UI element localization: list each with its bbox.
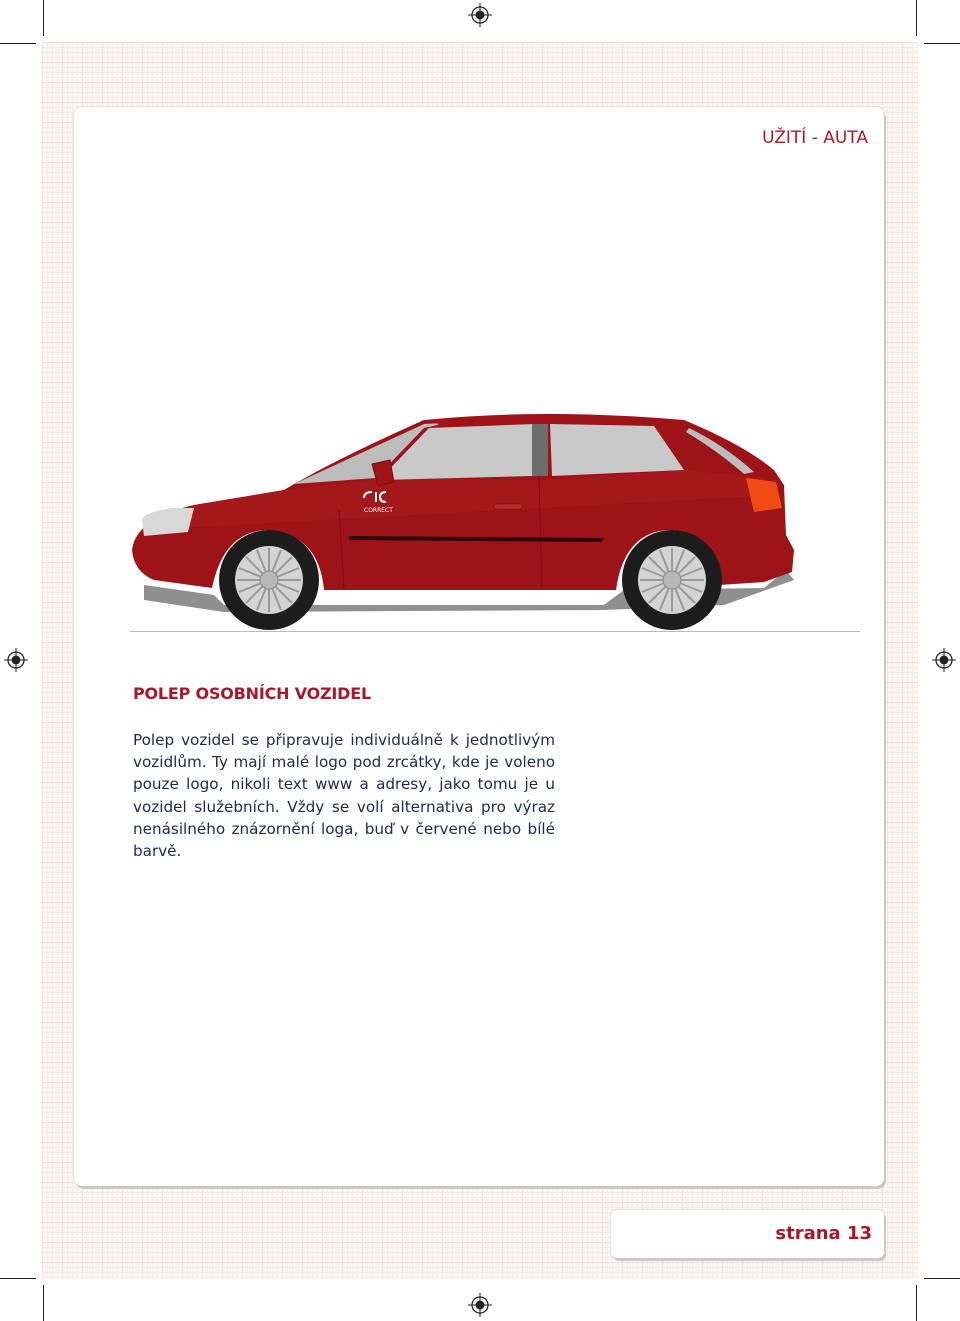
- section-title: POLEP OSOBNÍCH VOZIDEL: [133, 684, 371, 703]
- car-illustration: [124, 400, 864, 640]
- content-panel: [74, 107, 884, 1186]
- ground-line: [130, 631, 860, 632]
- registration-mark-icon: [4, 648, 28, 672]
- registration-mark-icon: [932, 648, 956, 672]
- decal-logo-text: CORRECT: [364, 507, 393, 514]
- crop-mark: [924, 43, 960, 44]
- section-label: UŽITÍ - AUTA: [762, 128, 868, 148]
- crop-mark: [43, 1285, 44, 1321]
- page-number: strana 13: [775, 1223, 872, 1244]
- crop-mark: [0, 43, 36, 44]
- rear-wheel-icon: [622, 530, 722, 630]
- car-icon: [124, 400, 864, 640]
- crop-mark: [916, 0, 917, 36]
- front-wheel-icon: [219, 530, 319, 630]
- registration-mark-icon: [468, 3, 492, 27]
- crop-mark: [0, 1278, 36, 1279]
- registration-mark-icon: [468, 1293, 492, 1317]
- crop-mark: [43, 0, 44, 36]
- crop-mark: [924, 1278, 960, 1279]
- body-paragraph: Polep vozidel se připravuje individuálně k jednotlivým vozidlům. Ty mají malé logo pod zrcátky, kde je voleno pouze logo, nikoli text www a adresy, jako tomu je u vozidel služebních. Vždy se volí alternativa pro výraz nenásilného znázornění loga, buď v červené nebo bílé barvě.: [133, 731, 555, 861]
- crop-mark: [916, 1285, 917, 1321]
